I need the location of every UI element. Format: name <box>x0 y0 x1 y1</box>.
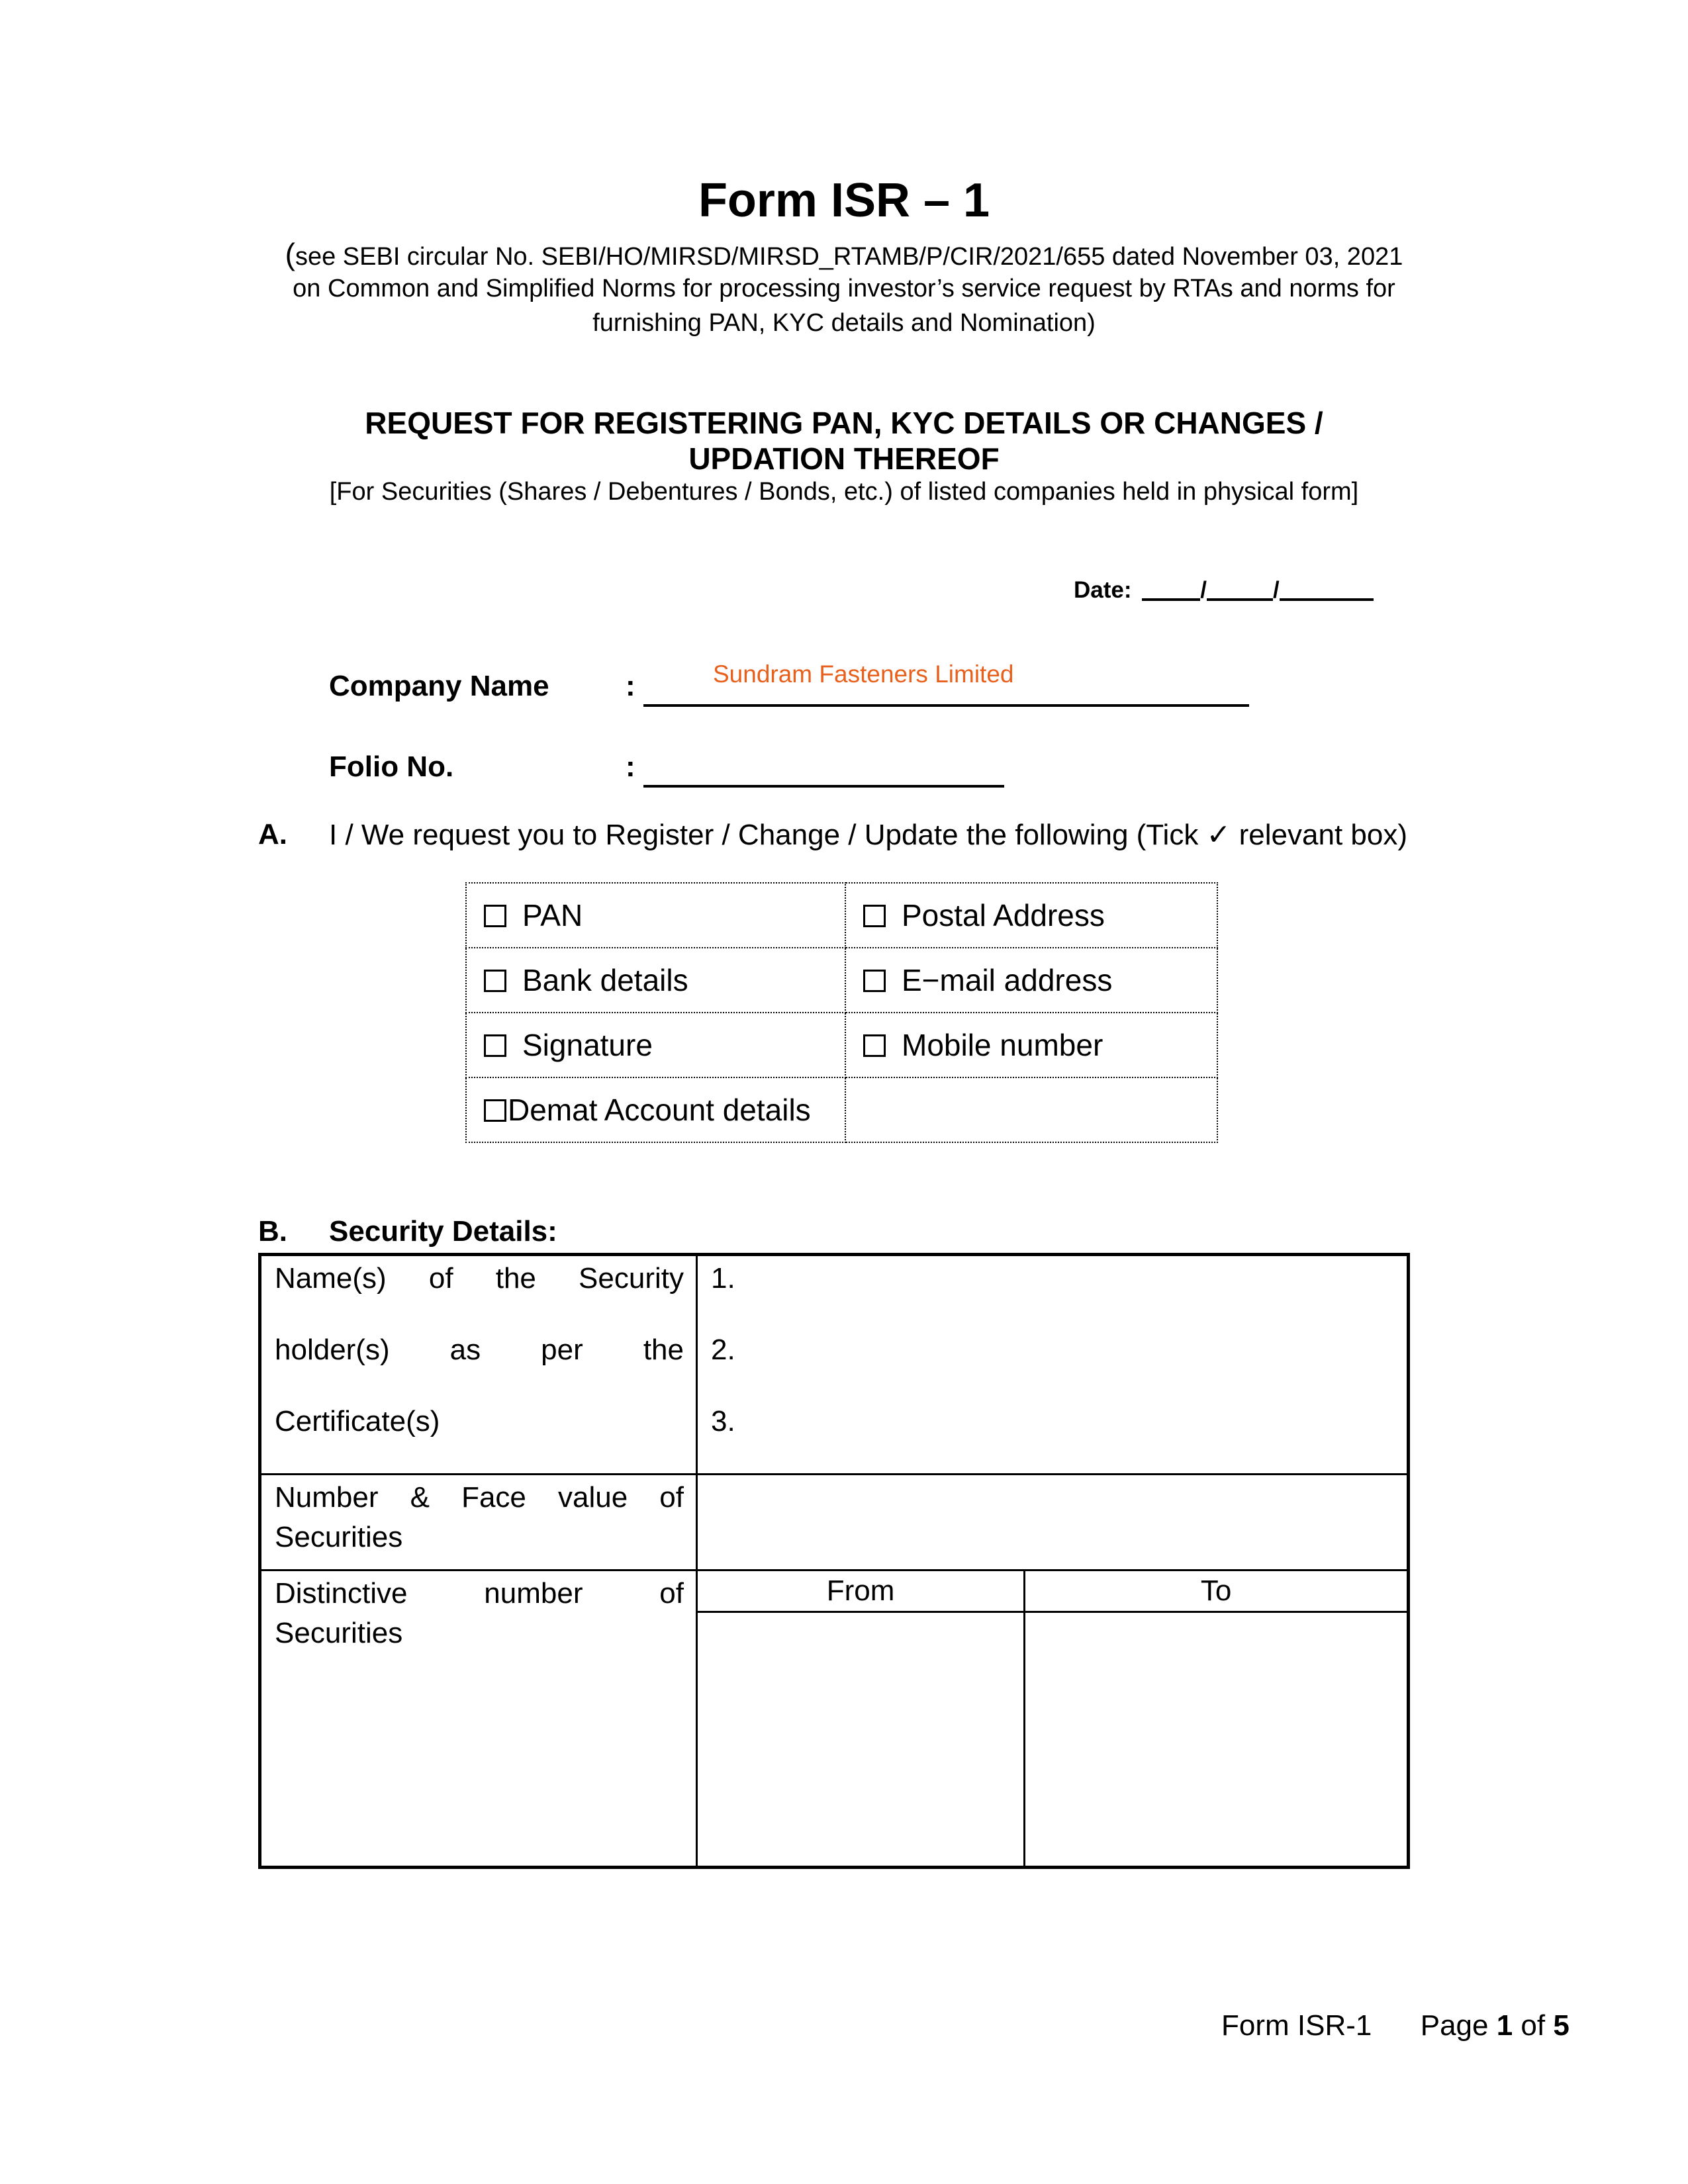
number-face-value-label <box>260 1475 697 1570</box>
label-line: Name(s) of the Security <box>275 1262 684 1295</box>
label-line: Securities <box>275 1521 403 1553</box>
date-label: Date: <box>1074 577 1132 603</box>
option-postal-address[interactable] <box>845 883 1217 948</box>
date-separator: / <box>1200 577 1207 603</box>
circular-reference-line2: on Common and Simplified Norms for processing investor’s service request by RTAs and norms for <box>293 275 1395 302</box>
holder-names-entries <box>697 1255 1409 1475</box>
holder-name-field-1[interactable]: 1. <box>711 1262 735 1295</box>
option-label: Mobile number <box>902 1028 1103 1062</box>
section-a-letter: A. <box>258 818 287 850</box>
checkbox-icon[interactable] <box>484 1099 506 1122</box>
company-name-label: Company Name <box>329 670 549 702</box>
option-label: Demat Account details <box>508 1093 811 1127</box>
form-title: Form ISR – 1 <box>698 174 990 227</box>
folio-number-field[interactable] <box>643 785 1004 788</box>
footer-page-current: 1 <box>1496 2009 1513 2042</box>
footer-page-total: 5 <box>1553 2009 1570 2042</box>
request-heading-line2: UPDATION THEREOF <box>688 441 1000 476</box>
empty-cell <box>845 1077 1217 1142</box>
to-field[interactable] <box>1025 1613 1407 1866</box>
distinctive-number-label <box>260 1570 697 1868</box>
folio-number-colon: : <box>626 751 635 783</box>
section-b-letter: B. <box>258 1215 287 1248</box>
checkbox-icon[interactable] <box>863 905 886 927</box>
holder-name-field-2[interactable]: 2. <box>711 1334 735 1366</box>
holder-names-label <box>260 1255 697 1475</box>
date-field-group <box>1074 576 1374 604</box>
option-email-address[interactable] <box>845 948 1217 1013</box>
date-month-field[interactable] <box>1207 576 1273 601</box>
option-label: Postal Address <box>902 898 1105 933</box>
to-header: To <box>1025 1571 1407 1613</box>
distinctive-number-range <box>697 1570 1409 1868</box>
option-demat-account-details[interactable] <box>466 1077 845 1142</box>
option-label: E−mail address <box>902 963 1113 997</box>
number-face-value-field[interactable] <box>697 1475 1409 1570</box>
checkbox-icon[interactable] <box>484 1034 506 1057</box>
date-separator: / <box>1273 577 1280 603</box>
date-year-field[interactable] <box>1280 576 1374 601</box>
from-header: From <box>698 1571 1023 1613</box>
security-details-table <box>258 1253 1410 1869</box>
footer-form-name: Form ISR-1 <box>1221 2009 1372 2042</box>
checkbox-icon[interactable] <box>484 970 506 992</box>
option-label: Signature <box>522 1028 653 1062</box>
company-name-field[interactable] <box>643 704 1249 707</box>
circular-reference-line3: furnishing PAN, KYC details and Nomination) <box>592 309 1096 337</box>
label-line: holder(s) as per the <box>275 1334 684 1366</box>
page-footer <box>1221 2009 1570 2042</box>
label-line: Distinctive number of <box>275 1577 684 1610</box>
footer-page-of: of <box>1513 2009 1554 2042</box>
option-label: PAN <box>522 898 583 933</box>
section-a-instruction: I / We request you to Register / Change / Update the following (Tick ✓ relevant box) <box>329 819 1407 851</box>
request-heading-line1: REQUEST FOR REGISTERING PAN, KYC DETAILS OR CHANGES / <box>365 406 1323 440</box>
company-name-value[interactable]: Sundram Fasteners Limited <box>713 660 1014 688</box>
footer-page-prefix: Page <box>1420 2009 1497 2042</box>
subtitle-line1-text: see SEBI circular No. SEBI/HO/MIRSD/MIRSD_RTAMB/P/CIR/2021/655 dated November 03, 2021 <box>295 243 1403 271</box>
from-field[interactable] <box>698 1613 1023 1866</box>
label-line: Securities <box>275 1617 403 1649</box>
folio-number-label: Folio No. <box>329 751 454 783</box>
checkbox-icon[interactable] <box>863 1034 886 1057</box>
holder-name-field-3[interactable]: 3. <box>711 1405 735 1437</box>
checkbox-icon[interactable] <box>863 970 886 992</box>
subtitle-paren: ( <box>285 237 295 271</box>
from-column <box>698 1571 1023 1866</box>
date-day-field[interactable] <box>1142 576 1200 601</box>
option-signature[interactable] <box>466 1013 845 1077</box>
label-line: Certificate(s) <box>275 1405 440 1437</box>
to-column <box>1023 1571 1407 1866</box>
circular-reference-line1 <box>0 237 1688 274</box>
option-mobile-number[interactable] <box>845 1013 1217 1077</box>
request-subheading: [For Securities (Shares / Debentures / Bonds, etc.) of listed companies held in physical form] <box>329 478 1359 506</box>
option-pan[interactable] <box>466 883 845 948</box>
option-label: Bank details <box>522 963 688 997</box>
checkbox-icon[interactable] <box>484 905 506 927</box>
update-options-table <box>465 882 1218 1143</box>
company-name-colon: : <box>626 670 635 702</box>
option-bank-details[interactable] <box>466 948 845 1013</box>
label-line: Number & Face value of <box>275 1481 684 1514</box>
section-b-title: Security Details: <box>329 1215 557 1248</box>
